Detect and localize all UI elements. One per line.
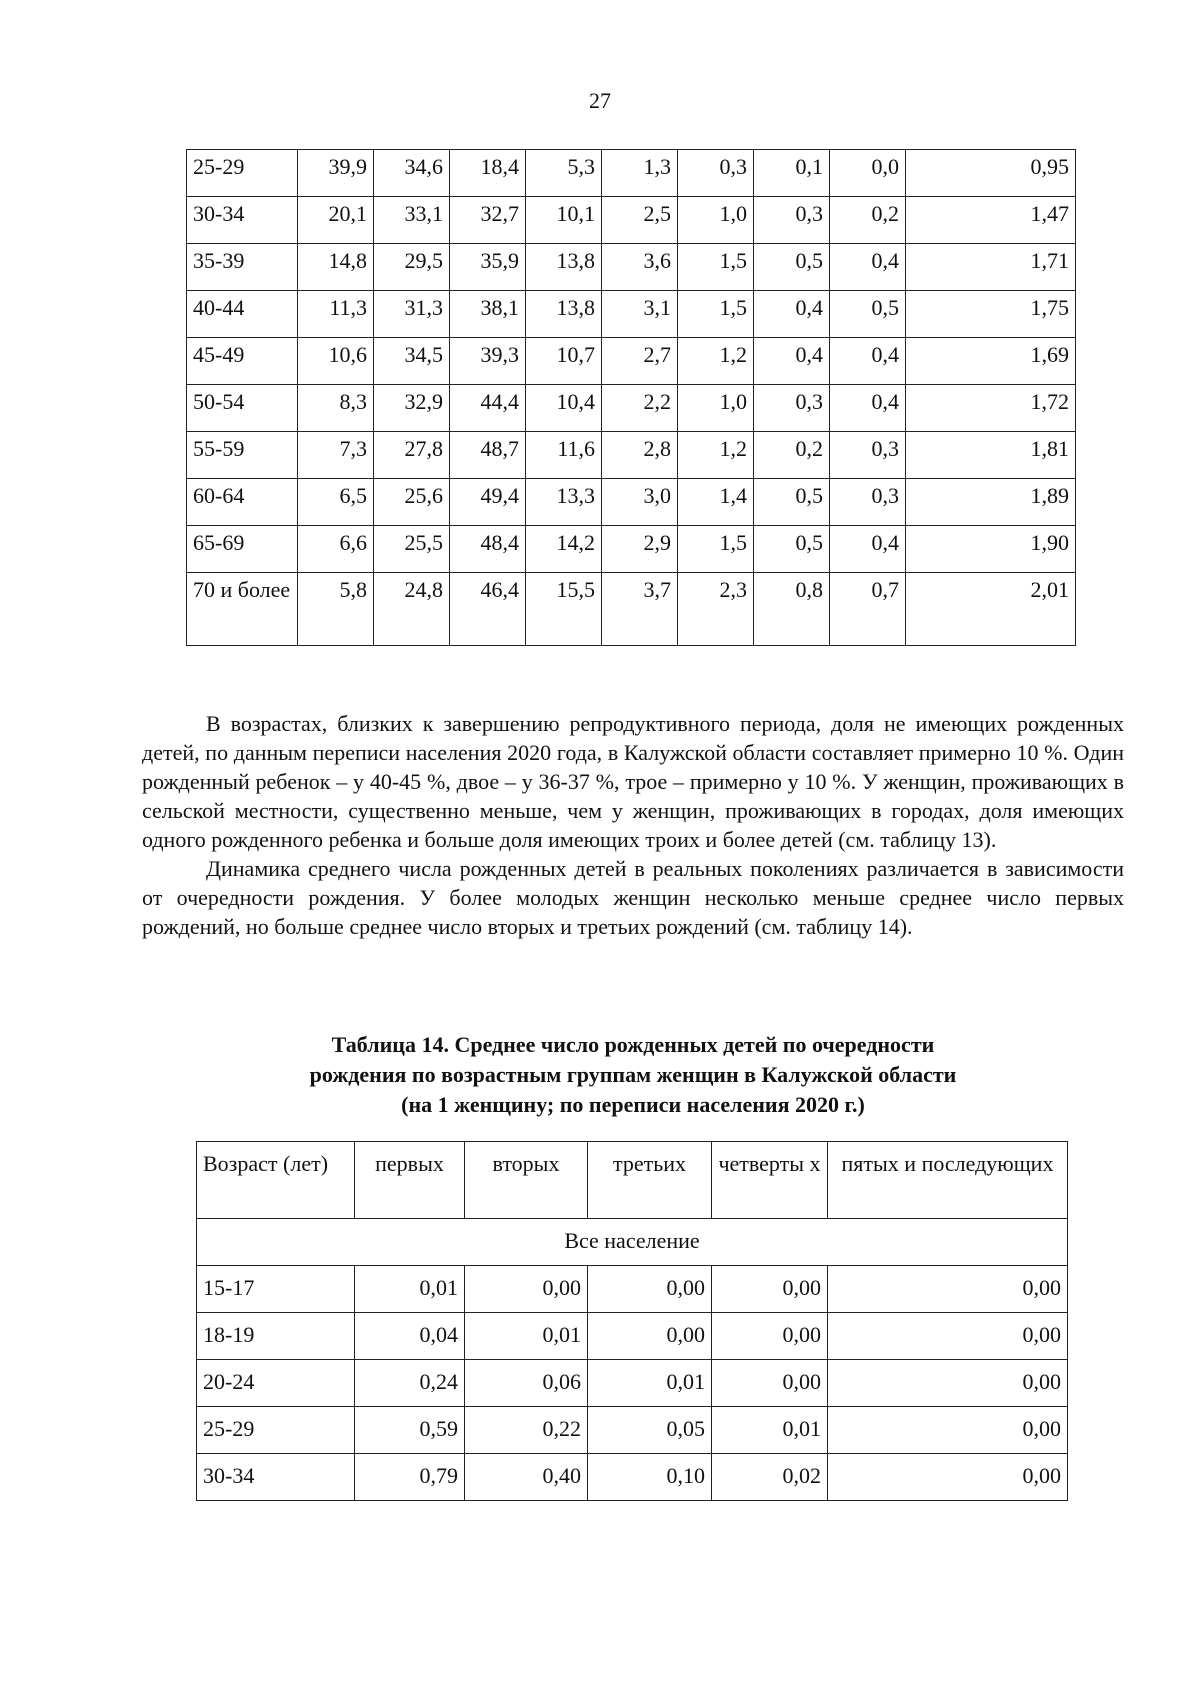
value-cell: 1,81	[906, 432, 1076, 479]
table-row	[197, 1266, 1068, 1313]
value-cell: 35,9	[450, 244, 526, 291]
value-cell: 3,1	[602, 291, 678, 338]
value-cell: 0,79	[355, 1454, 465, 1501]
table-row	[187, 526, 1076, 573]
paragraph: Динамика среднего числа рожденных детей в реальных поколениях различается в зависимости от очередности рождения. У более молодых женщин несколько меньше среднее число первых рождений, но больше среднее число вторых и третьих рождений (см. таблицу 14).	[142, 856, 1124, 939]
section-row	[197, 1219, 1068, 1266]
table-row	[197, 1313, 1068, 1360]
value-cell: 0,00	[828, 1407, 1068, 1454]
value-cell: 5,3	[526, 150, 602, 197]
children-distribution-table	[186, 149, 1076, 646]
value-cell: 0,00	[828, 1360, 1068, 1407]
value-cell: 0,3	[754, 385, 830, 432]
age-group-cell: 15-17	[197, 1266, 355, 1313]
value-cell: 1,72	[906, 385, 1076, 432]
value-cell: 1,0	[678, 197, 754, 244]
value-cell: 49,4	[450, 479, 526, 526]
value-cell: 18,4	[450, 150, 526, 197]
value-cell: 0,0	[830, 150, 906, 197]
value-cell: 0,4	[830, 385, 906, 432]
value-cell: 0,00	[712, 1360, 828, 1407]
value-cell: 31,3	[374, 291, 450, 338]
value-cell: 14,8	[298, 244, 374, 291]
value-cell: 0,2	[830, 197, 906, 244]
value-cell: 3,7	[602, 573, 678, 646]
value-cell: 0,01	[588, 1360, 712, 1407]
value-cell: 1,5	[678, 291, 754, 338]
page-number: 27	[589, 88, 611, 113]
caption-line: рождения по возрастным группам женщин в Калужской области	[309, 1062, 957, 1087]
value-cell: 13,3	[526, 479, 602, 526]
age-group-cell: 25-29	[187, 150, 298, 197]
value-cell: 1,4	[678, 479, 754, 526]
value-cell: 0,4	[830, 244, 906, 291]
value-cell: 34,6	[374, 150, 450, 197]
age-group-cell: 35-39	[187, 244, 298, 291]
age-group-cell: 25-29	[197, 1407, 355, 1454]
value-cell: 32,7	[450, 197, 526, 244]
caption-line: (на 1 женщину; по переписи населения 2020 г.)	[401, 1092, 865, 1117]
value-cell: 38,1	[450, 291, 526, 338]
value-cell: 0,3	[830, 432, 906, 479]
header-cell: первых	[355, 1142, 465, 1219]
age-group-cell: 45-49	[187, 338, 298, 385]
header-cell: вторых	[465, 1142, 588, 1219]
value-cell: 3,0	[602, 479, 678, 526]
age-group-cell: 50-54	[187, 385, 298, 432]
value-cell: 0,10	[588, 1454, 712, 1501]
value-cell: 0,3	[830, 479, 906, 526]
value-cell: 10,4	[526, 385, 602, 432]
value-cell: 0,00	[828, 1313, 1068, 1360]
value-cell: 0,00	[712, 1266, 828, 1313]
value-cell: 0,40	[465, 1454, 588, 1501]
value-cell: 1,2	[678, 432, 754, 479]
value-cell: 34,5	[374, 338, 450, 385]
value-cell: 5,8	[298, 573, 374, 646]
value-cell: 33,1	[374, 197, 450, 244]
value-cell: 1,2	[678, 338, 754, 385]
body-text	[142, 709, 1124, 941]
value-cell: 0,4	[830, 526, 906, 573]
value-cell: 46,4	[450, 573, 526, 646]
value-cell: 1,5	[678, 526, 754, 573]
age-group-cell: 60-64	[187, 479, 298, 526]
value-cell: 0,59	[355, 1407, 465, 1454]
age-group-cell: 30-34	[197, 1454, 355, 1501]
value-cell: 15,5	[526, 573, 602, 646]
value-cell: 1,90	[906, 526, 1076, 573]
value-cell: 0,7	[830, 573, 906, 646]
value-cell: 0,06	[465, 1360, 588, 1407]
value-cell: 13,8	[526, 291, 602, 338]
value-cell: 29,5	[374, 244, 450, 291]
value-cell: 11,6	[526, 432, 602, 479]
table-row	[187, 197, 1076, 244]
header-cell: четверты х	[712, 1142, 828, 1219]
value-cell: 8,3	[298, 385, 374, 432]
value-cell: 25,6	[374, 479, 450, 526]
value-cell: 2,3	[678, 573, 754, 646]
value-cell: 2,01	[906, 573, 1076, 646]
value-cell: 1,5	[678, 244, 754, 291]
header-cell: третьих	[588, 1142, 712, 1219]
value-cell: 10,7	[526, 338, 602, 385]
value-cell: 2,2	[602, 385, 678, 432]
age-group-cell: 40-44	[187, 291, 298, 338]
birth-order-table	[196, 1141, 1068, 1501]
value-cell: 24,8	[374, 573, 450, 646]
age-group-cell: 65-69	[187, 526, 298, 573]
value-cell: 0,22	[465, 1407, 588, 1454]
table-row	[187, 244, 1076, 291]
value-cell: 44,4	[450, 385, 526, 432]
value-cell: 1,71	[906, 244, 1076, 291]
table-row	[197, 1360, 1068, 1407]
value-cell: 0,8	[754, 573, 830, 646]
table-row	[187, 338, 1076, 385]
value-cell: 1,47	[906, 197, 1076, 244]
value-cell: 3,6	[602, 244, 678, 291]
caption-line: Таблица 14. Среднее число рожденных детей по очередности	[331, 1032, 935, 1057]
value-cell: 0,5	[754, 526, 830, 573]
value-cell: 13,8	[526, 244, 602, 291]
age-group-cell: 30-34	[187, 197, 298, 244]
value-cell: 1,89	[906, 479, 1076, 526]
value-cell: 0,95	[906, 150, 1076, 197]
value-cell: 2,8	[602, 432, 678, 479]
value-cell: 11,3	[298, 291, 374, 338]
value-cell: 7,3	[298, 432, 374, 479]
value-cell: 48,4	[450, 526, 526, 573]
value-cell: 0,00	[828, 1454, 1068, 1501]
age-group-cell: 55-59	[187, 432, 298, 479]
value-cell: 0,3	[678, 150, 754, 197]
value-cell: 0,04	[355, 1313, 465, 1360]
value-cell: 39,9	[298, 150, 374, 197]
value-cell: 6,6	[298, 526, 374, 573]
table-caption	[142, 1030, 1124, 1120]
table-row	[187, 479, 1076, 526]
value-cell: 0,4	[754, 291, 830, 338]
table-row	[187, 291, 1076, 338]
value-cell: 2,9	[602, 526, 678, 573]
table-header-row	[197, 1142, 1068, 1219]
value-cell: 0,01	[355, 1266, 465, 1313]
value-cell: 1,3	[602, 150, 678, 197]
value-cell: 32,9	[374, 385, 450, 432]
value-cell: 27,8	[374, 432, 450, 479]
value-cell: 0,5	[830, 291, 906, 338]
age-group-cell: 18-19	[197, 1313, 355, 1360]
value-cell: 0,00	[465, 1266, 588, 1313]
table-row	[187, 150, 1076, 197]
value-cell: 0,00	[828, 1266, 1068, 1313]
value-cell: 48,7	[450, 432, 526, 479]
value-cell: 0,02	[712, 1454, 828, 1501]
table-row	[187, 385, 1076, 432]
value-cell: 0,05	[588, 1407, 712, 1454]
value-cell: 10,1	[526, 197, 602, 244]
value-cell: 0,4	[830, 338, 906, 385]
value-cell: 0,1	[754, 150, 830, 197]
paragraph: В возрастах, близких к завершению репродуктивного периода, доля не имеющих рожденных детей, по данным переписи населения 2020 года, в Калужской области составляет примерно 10 %. Один рожденный ребенок – у 40-45 %, двое – у 36-37 %, трое – примерно у 10 %. У женщин, проживающих в сельской местности, существенно меньше, чем у женщин, проживающих в городах, доля имеющих одного рожденного ребенка и больше доля имеющих троих и более детей (см. таблицу 13).	[142, 711, 1124, 852]
value-cell: 0,5	[754, 479, 830, 526]
value-cell: 0,01	[465, 1313, 588, 1360]
value-cell: 39,3	[450, 338, 526, 385]
table-row	[187, 573, 1076, 646]
value-cell: 0,01	[712, 1407, 828, 1454]
header-cell: пятых и последующих	[828, 1142, 1068, 1219]
value-cell: 2,5	[602, 197, 678, 244]
age-group-cell: 20-24	[197, 1360, 355, 1407]
value-cell: 0,00	[712, 1313, 828, 1360]
table-row	[197, 1407, 1068, 1454]
value-cell: 6,5	[298, 479, 374, 526]
section-label: Все население	[197, 1219, 1068, 1266]
value-cell: 20,1	[298, 197, 374, 244]
value-cell: 1,69	[906, 338, 1076, 385]
value-cell: 0,4	[754, 338, 830, 385]
value-cell: 1,75	[906, 291, 1076, 338]
value-cell: 0,5	[754, 244, 830, 291]
table-row	[197, 1454, 1068, 1501]
value-cell: 0,24	[355, 1360, 465, 1407]
value-cell: 14,2	[526, 526, 602, 573]
value-cell: 1,0	[678, 385, 754, 432]
header-cell: Возраст (лет)	[197, 1142, 355, 1219]
value-cell: 0,00	[588, 1313, 712, 1360]
value-cell: 25,5	[374, 526, 450, 573]
table-row	[187, 432, 1076, 479]
value-cell: 10,6	[298, 338, 374, 385]
age-group-cell: 70 и более	[187, 573, 298, 646]
value-cell: 0,3	[754, 197, 830, 244]
value-cell: 2,7	[602, 338, 678, 385]
value-cell: 0,2	[754, 432, 830, 479]
value-cell: 0,00	[588, 1266, 712, 1313]
